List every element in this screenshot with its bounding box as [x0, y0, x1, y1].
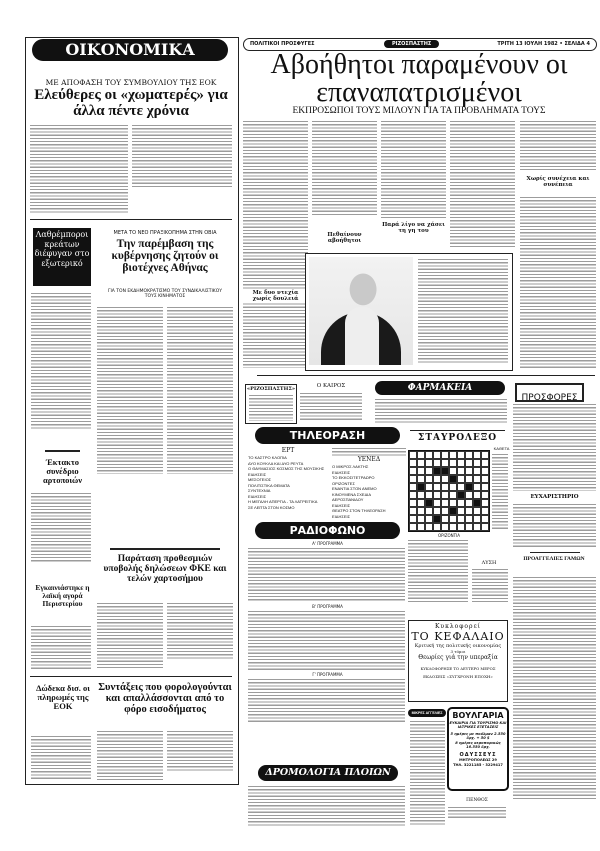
ert-title: ΕΡΤ	[281, 447, 295, 454]
crossword-cell[interactable]	[473, 523, 481, 531]
crossword-cell[interactable]	[473, 459, 481, 467]
schedule-item: ΤΟ ΕΚΚΟΣΙΤΕΤΡΑΩΡΟ	[332, 475, 375, 480]
crossword-cell[interactable]	[425, 515, 433, 523]
ships-banner: ΔΡΟΜΟΛΟΓΙΑ ΠΛΟΙΩΝ	[258, 765, 398, 781]
radio-body-a	[248, 547, 405, 602]
radio-program-b: Β' ΠΡΟΓΡΑΜΜΑ	[312, 604, 343, 609]
photo-box	[305, 253, 513, 371]
main-subhead: ΕΚΠΡΟΣΩΠΟΙ ΤΟΥΣ ΜΙΛΟΥΝ ΓΙΑ ΤΑ ΠΡΟΒΛΗΜΑΤΑ ΤΟΥΣ	[292, 106, 546, 116]
obia-kicker: ΜΕΤΑ ΤΟ ΝΕΟ ΠΡΑΞΙΚΟΠΗΜΑ ΣΤΗΝ ΟΒΙΑ	[113, 230, 217, 236]
weather-title: Ο ΚΑΙΡΟΣ	[316, 383, 346, 389]
crossword-cell[interactable]	[441, 515, 449, 523]
mourning-title: ΠΕΝΘΟΣ	[466, 798, 488, 803]
crossword-cell[interactable]	[417, 499, 425, 507]
crossword-cell[interactable]	[425, 491, 433, 499]
crossword-cell[interactable]	[441, 507, 449, 515]
crossword-cell[interactable]	[425, 459, 433, 467]
crossword-cell[interactable]	[473, 507, 481, 515]
crossword-cell[interactable]	[465, 507, 473, 515]
crossword-cell[interactable]	[425, 483, 433, 491]
crossword-cell[interactable]	[473, 467, 481, 475]
body-col3	[381, 120, 446, 218]
body-col4	[450, 120, 515, 248]
crossword-cell[interactable]	[425, 467, 433, 475]
crossword-cell[interactable]	[433, 491, 441, 499]
solution-body	[472, 568, 508, 602]
kefalaio-line1: Κυκλοφορεί	[434, 623, 482, 630]
ships-body	[248, 785, 405, 827]
crossword-cell[interactable]	[449, 467, 457, 475]
bulgaria-phone: ΤΗΛ. 3221185 - 3229417	[453, 762, 503, 767]
crossword-cell[interactable]	[441, 467, 449, 475]
bulgaria-agency: ΟΔΥΣΣΕΥΣ	[459, 751, 497, 758]
crossword-cell[interactable]	[409, 523, 417, 531]
crossword-cell[interactable]	[417, 515, 425, 523]
crossword-cell[interactable]	[409, 475, 417, 483]
mourning-body	[448, 806, 506, 820]
divider	[45, 450, 80, 452]
crossword-cell[interactable]	[433, 483, 441, 491]
pensions-body-col1	[97, 730, 163, 780]
smugglers-body	[31, 292, 91, 430]
fke-body-col2	[167, 602, 233, 660]
weddings-body	[513, 576, 596, 800]
schedule-item: ΣΥΝΤΕΧΝΙΑ	[248, 488, 271, 493]
crossword-cell[interactable]	[433, 515, 441, 523]
main-headline: Αβοήθητοι παραμένουν οι επαναπατρισμένοι	[270, 49, 568, 108]
crossword-cell[interactable]	[441, 459, 449, 467]
offers-title: ΠΡΟΣΦΟΡΕΣ	[521, 393, 578, 403]
radio-program-a: Α' ΠΡΟΓΡΑΜΜΑ	[312, 541, 343, 546]
masthead-box	[245, 384, 297, 424]
crossword-cell[interactable]	[473, 475, 481, 483]
schedule-item: ΠΟΛΙΤΙΣΤΙΚΑ ΘΕΜΑΤΑ	[248, 482, 290, 488]
crossword-cell[interactable]	[417, 467, 425, 475]
down-clues	[492, 453, 508, 531]
bulgaria-address: ΜΗΤΡΟΠΟΛΕΩΣ 29	[459, 758, 497, 763]
crossword-cell[interactable]	[481, 499, 489, 507]
crossword-cell[interactable]	[409, 451, 417, 459]
classifieds-banner: ΜΙΚΡΕΣ ΑΓΓΕΛΙΕΣ	[408, 709, 446, 717]
crossword-cell[interactable]	[473, 499, 481, 507]
crossword-cell[interactable]	[465, 451, 473, 459]
body-col5	[520, 120, 596, 170]
fke-body-col1	[97, 602, 163, 668]
bakers-headline: Έκτακτο συνέδριο αρτοποιών	[42, 457, 82, 485]
pharmacies-body	[375, 398, 507, 424]
offers-body	[513, 403, 596, 491]
crossword-cell[interactable]	[409, 499, 417, 507]
crossword-cell[interactable]	[481, 475, 489, 483]
crossword-cell[interactable]	[409, 467, 417, 475]
obia-subhead: ΓΙΑ ΤΟΝ ΕΚΔΗΜΟΚΡΑΤΙΣΜΟ ΤΟΥ ΣΥΝΔΙΚΑΛΙΣΤΙΚΟΥ ΤΟΥΣ ΚΙΝΗΜΑΤΟΣ	[107, 289, 223, 299]
crossword-cell[interactable]	[449, 451, 457, 459]
crossword-grid[interactable]	[408, 450, 490, 532]
crossword-cell[interactable]	[409, 459, 417, 467]
kefalaio-line2: ΚΥΚΛΟΦΟΡΗΣΕ ΤΟ ΔΕΥΤΕΡΟ ΜΕΡΟΣ	[420, 666, 496, 671]
schedule-item: ΚΙΝΟΥΜΕΝΑ ΣΧΕΔΙΑ	[332, 491, 372, 497]
kefalaio-sub: Κριτική της πολιτικής οικονομίας	[414, 643, 502, 649]
photo-caption	[418, 258, 508, 364]
ert-schedule	[248, 455, 328, 510]
eok-body	[31, 735, 91, 780]
section-banner: ΟΙΚΟΝΟΜΙΚΑ ΘΕΜΑΤΑ	[32, 39, 228, 61]
schedule-item: ΕΙΔΗΣΕΙΣ	[248, 471, 267, 477]
classifieds-body	[410, 720, 445, 825]
crossword-title: ΣΤΑΥΡΟΛΕΞΟ	[417, 433, 498, 443]
crossword-cell[interactable]	[481, 491, 489, 499]
schedule-item: ΜΕΣΟΓΕΙΟΣ	[248, 477, 272, 482]
pharmacies-banner: ΦΑΡΜΑΚΕΙΑ	[375, 381, 505, 395]
obia-body-col1	[97, 306, 163, 474]
kefalaio-tome: 3 τόμοι	[450, 649, 466, 654]
crossword-cell[interactable]	[481, 483, 489, 491]
crossword-cell[interactable]	[449, 499, 457, 507]
crossword-cell[interactable]	[441, 451, 449, 459]
schedule-item: ΕΝΑΝΤΙΑ ΣΤΟΝ ΑΝΕΜΟ	[332, 486, 377, 491]
eok-headline: Δώδεκα δισ. οι πληρωμές της ΕΟΚ	[36, 683, 90, 711]
fke-headline: Παράταση προθεσμιών υποβολής δηλώσεων ΦΚΕ και τελών χαρτοσήμου	[103, 554, 227, 584]
schedule-item: ΕΙΔΗΣΕΙΣ	[248, 493, 267, 499]
crossword-cell[interactable]	[417, 475, 425, 483]
lead-body-col1	[30, 124, 128, 214]
tv-yened	[332, 447, 406, 519]
subhead-dying: Πεθαίνουν αβοήθητοι	[327, 232, 362, 244]
crossword-cell[interactable]	[481, 515, 489, 523]
schedule-item: ΕΙΔΗΣΕΙΣ	[332, 513, 351, 519]
crossword-cell[interactable]	[457, 475, 465, 483]
crossword-cell[interactable]	[465, 459, 473, 467]
header-paper: ΡΙΖΟΣΠΑΣΤΗΣ	[384, 40, 439, 48]
crossword-cell[interactable]	[465, 467, 473, 475]
crossword-cell[interactable]	[425, 499, 433, 507]
across-title: ΟΡΙΖΟΝΤΙΑ	[438, 533, 460, 538]
crossword-cell[interactable]	[425, 507, 433, 515]
schedule-item: ΔΥΟ ΚΟΥΚΛΑ ΚΑΙ ΔΥΟ ΡΕΥΤΑ	[248, 460, 304, 466]
solution-title: ΛΥΣΗ	[481, 560, 497, 566]
body-col5b	[520, 196, 596, 370]
lead-kicker: ΜΕ ΑΠΟΦΑΣΗ ΤΟΥ ΣΥΜΒΟΥΛΙΟΥ ΤΗΣ ΕΟΚ	[45, 78, 217, 87]
kefalaio-publisher: ΕΚΔΟΣΕΙΣ «ΣΥΓΧΡΟΝΗ ΕΠΟΧΗ»	[423, 674, 493, 679]
crossword-cell[interactable]	[465, 523, 473, 531]
portrait-photo	[309, 257, 413, 365]
crossword-cell[interactable]	[417, 491, 425, 499]
schedule-item: ΤΟ ΚΑΣΤΡΟ ΚΛΟΠΙΑ	[248, 455, 287, 460]
crossword-cell[interactable]	[409, 515, 417, 523]
bulgaria-ad	[447, 707, 509, 791]
market-headline: Εγκαινιάστηκε η λαϊκή αγορά Περιστερίου	[35, 583, 90, 608]
bulgaria-title: ΒΟΥΛΓΑΡΙΑ	[452, 711, 504, 720]
schedule-item: ΕΙΔΗΣΕΙΣ	[332, 469, 351, 475]
crossword-cell[interactable]	[449, 507, 457, 515]
kefalaio-theory: Θεωρίες γιά την υπεραξία	[418, 654, 498, 661]
kefalaio-ad	[408, 620, 508, 702]
lead-body-col2	[132, 124, 232, 188]
weather-body	[300, 392, 362, 422]
photo-figure-light	[345, 307, 379, 365]
offers-banner	[515, 383, 584, 402]
crossword-cell[interactable]	[481, 523, 489, 531]
pensions-headline: Συντάξεις που φορολογούνται και απαλλάσσονται από το φόρο εισοδήματος	[98, 682, 232, 716]
header-section: ΠΟΛΙΤΙΚΟΙ ΠΡΟΣΦΥΓΕΣ	[250, 41, 315, 47]
yened-schedule	[332, 464, 406, 519]
crossword-cell[interactable]	[449, 523, 457, 531]
crossword-cell[interactable]	[481, 459, 489, 467]
divider	[257, 375, 595, 376]
crossword-cell[interactable]	[457, 459, 465, 467]
schedule-item: ΟΡΙΖΟΝΤΕΣ	[332, 480, 355, 486]
crossword-cell[interactable]	[441, 523, 449, 531]
obia-headline: Την παρέμβαση της κυβέρνησης ζητούν οι βιοτέχνες Αθήνας	[111, 238, 219, 275]
divider	[30, 676, 232, 677]
crossword-cell[interactable]	[473, 483, 481, 491]
crossword-cell[interactable]	[465, 499, 473, 507]
crossword-cell[interactable]	[433, 467, 441, 475]
bulgaria-sub: ΕΥΚΑΙΡΙΑ ΓΙΑ ΤΟΥΡΙΣΜΟ ΚΑΙ ΙΑΤΡΙΚΕΣ ΕΞΕΤΑΣΕΙΣ	[449, 721, 507, 730]
crossword-cell[interactable]	[457, 467, 465, 475]
crossword-cell[interactable]	[465, 491, 473, 499]
crossword-cell[interactable]	[449, 475, 457, 483]
down-title: ΚΑΘΕΤΑ	[493, 446, 510, 451]
weddings-title: ΠΡΟΑΓΓΕΛΙΕΣ ΓΑΜΩΝ	[523, 556, 585, 562]
crossword-cell[interactable]	[473, 491, 481, 499]
crossword-cell[interactable]	[473, 451, 481, 459]
schedule-item: ΘΕΑΤΡΟ ΣΤΟΝ ΤΗΛΕΟΡΑΣΗ	[332, 508, 386, 513]
schedule-item: Ο ΘΑΥΜΑΣΙΟΣ ΚΟΣΜΟΣ ΤΗΣ ΜΟΥΣΙΚΗΣ	[248, 466, 325, 471]
yened-title: ΥΕΝΕΔ	[357, 456, 381, 463]
crossword-cell[interactable]	[433, 507, 441, 515]
crossword-cell[interactable]	[433, 451, 441, 459]
kefalaio-title: ΤΟ ΚΕΦΑΛΑΙΟ	[411, 630, 505, 643]
crossword-cell[interactable]	[457, 515, 465, 523]
bulgaria-price2: 8 ημέρες αεροπορικώς 16.550 δρχ.	[455, 740, 501, 750]
crossword-cell[interactable]	[457, 483, 465, 491]
divider	[530, 552, 580, 553]
subhead-continuity: Χωρίς συνέχεια και συνέπεια	[526, 176, 590, 188]
crossword-cell[interactable]	[417, 459, 425, 467]
smugglers-box: Λαθρέμποροι κρεάτων διέφυγαν στο εξωτερικό	[33, 228, 91, 286]
crossword-cell[interactable]	[433, 475, 441, 483]
crossword-cell[interactable]	[481, 507, 489, 515]
crossword-cell[interactable]	[425, 523, 433, 531]
crossword-cell[interactable]	[441, 499, 449, 507]
thanks-title: ΕΥΧΑΡΙΣΤΗΡΙΟ	[530, 494, 579, 500]
schedule-item: ΕΙΔΗΣΕΙΣ	[332, 502, 351, 508]
bulgaria-price1: 5 ημέρες με πούλμαν 2.550 δρχ. + 50 $	[450, 731, 506, 741]
subhead-land: Παρά λίγο να χάσει τη γη του	[382, 222, 445, 234]
divider	[110, 548, 220, 550]
schedule-item: Ο ΜΙΚΡΟΣ ΛΑΚΤΗΣ	[332, 464, 369, 469]
body-col2	[312, 120, 377, 216]
crossword-cell[interactable]	[417, 507, 425, 515]
crossword-cell[interactable]	[481, 451, 489, 459]
subhead-unemployed: Με δυο ντεχία χωρίς δουλειά	[243, 290, 308, 302]
header-date: ΤΡΙΤΗ 13 ΙΟΥΛΗ 1982 • ΣΕΛΙΔΑ 4	[497, 41, 590, 47]
schedule-item: ΣΕ ΛΕΠΤΑ ΣΤΟΝ ΚΟΣΜΟ	[248, 504, 295, 510]
crossword-cell[interactable]	[473, 515, 481, 523]
pensions-body-col2	[167, 730, 233, 772]
crossword-cell[interactable]	[457, 499, 465, 507]
masthead-title: «ΡΙΖΟΣΠΑΣΤΗΣ»	[246, 386, 295, 392]
crossword-cell[interactable]	[433, 523, 441, 531]
divider	[30, 219, 232, 220]
crossword-cell[interactable]	[457, 491, 465, 499]
crossword-cell[interactable]	[409, 483, 417, 491]
crossword-cell[interactable]	[425, 475, 433, 483]
bakers-body	[31, 492, 91, 562]
tv-banner: ΤΗΛΕΟΡΑΣΗ	[255, 427, 400, 444]
radio-body-c	[248, 678, 405, 724]
crossword-cell[interactable]	[417, 451, 425, 459]
crossword-cell[interactable]	[457, 451, 465, 459]
crossword-cell[interactable]	[449, 491, 457, 499]
radio-banner: ΡΑΔΙΟΦΩΝΟ	[255, 522, 400, 539]
crossword-cell[interactable]	[433, 499, 441, 507]
crossword-cell[interactable]	[441, 491, 449, 499]
crossword-cell[interactable]	[449, 483, 457, 491]
crossword-cell[interactable]	[417, 523, 425, 531]
crossword-cell[interactable]	[481, 467, 489, 475]
tv-ert	[248, 447, 328, 510]
radio-program-c: Γ' ΠΡΟΓΡΑΜΜΑ	[312, 672, 343, 677]
crossword-cell[interactable]	[457, 507, 465, 515]
schedule-item: Η ΜΕΓΑΛΗ ΑΠΕΡΓΙΑ - ΤΑ ΛΑΤΡΕΙΤΙΚΑ	[248, 499, 318, 504]
thanks-body	[513, 503, 596, 547]
across-clues	[408, 539, 468, 602]
crossword-cell[interactable]	[465, 475, 473, 483]
crossword-cell[interactable]	[425, 451, 433, 459]
body-col1	[243, 120, 308, 368]
obia-body-col2	[167, 306, 233, 474]
market-body	[31, 625, 91, 671]
crossword-cell[interactable]	[449, 515, 457, 523]
crossword-cell[interactable]	[409, 491, 417, 499]
crossword-cell[interactable]	[441, 483, 449, 491]
schedule-item: ΑΕΡΟΣΠΑΝΙΔΟΥ	[332, 497, 364, 502]
lead-headline: Ελεύθερες οι «χωματερές» για άλλα πέντε χρόνια	[34, 87, 228, 119]
crossword-cell[interactable]	[409, 507, 417, 515]
crossword-cell[interactable]	[449, 459, 457, 467]
crossword-cell[interactable]	[465, 515, 473, 523]
divider	[410, 430, 505, 431]
crossword-cell[interactable]	[417, 483, 425, 491]
radio-body-b	[248, 610, 405, 670]
crossword-cell[interactable]	[457, 523, 465, 531]
ert-late	[332, 447, 406, 456]
crossword-cell[interactable]	[441, 475, 449, 483]
crossword-cell[interactable]	[465, 483, 473, 491]
masthead-details	[249, 394, 293, 421]
crossword-cell[interactable]	[433, 459, 441, 467]
